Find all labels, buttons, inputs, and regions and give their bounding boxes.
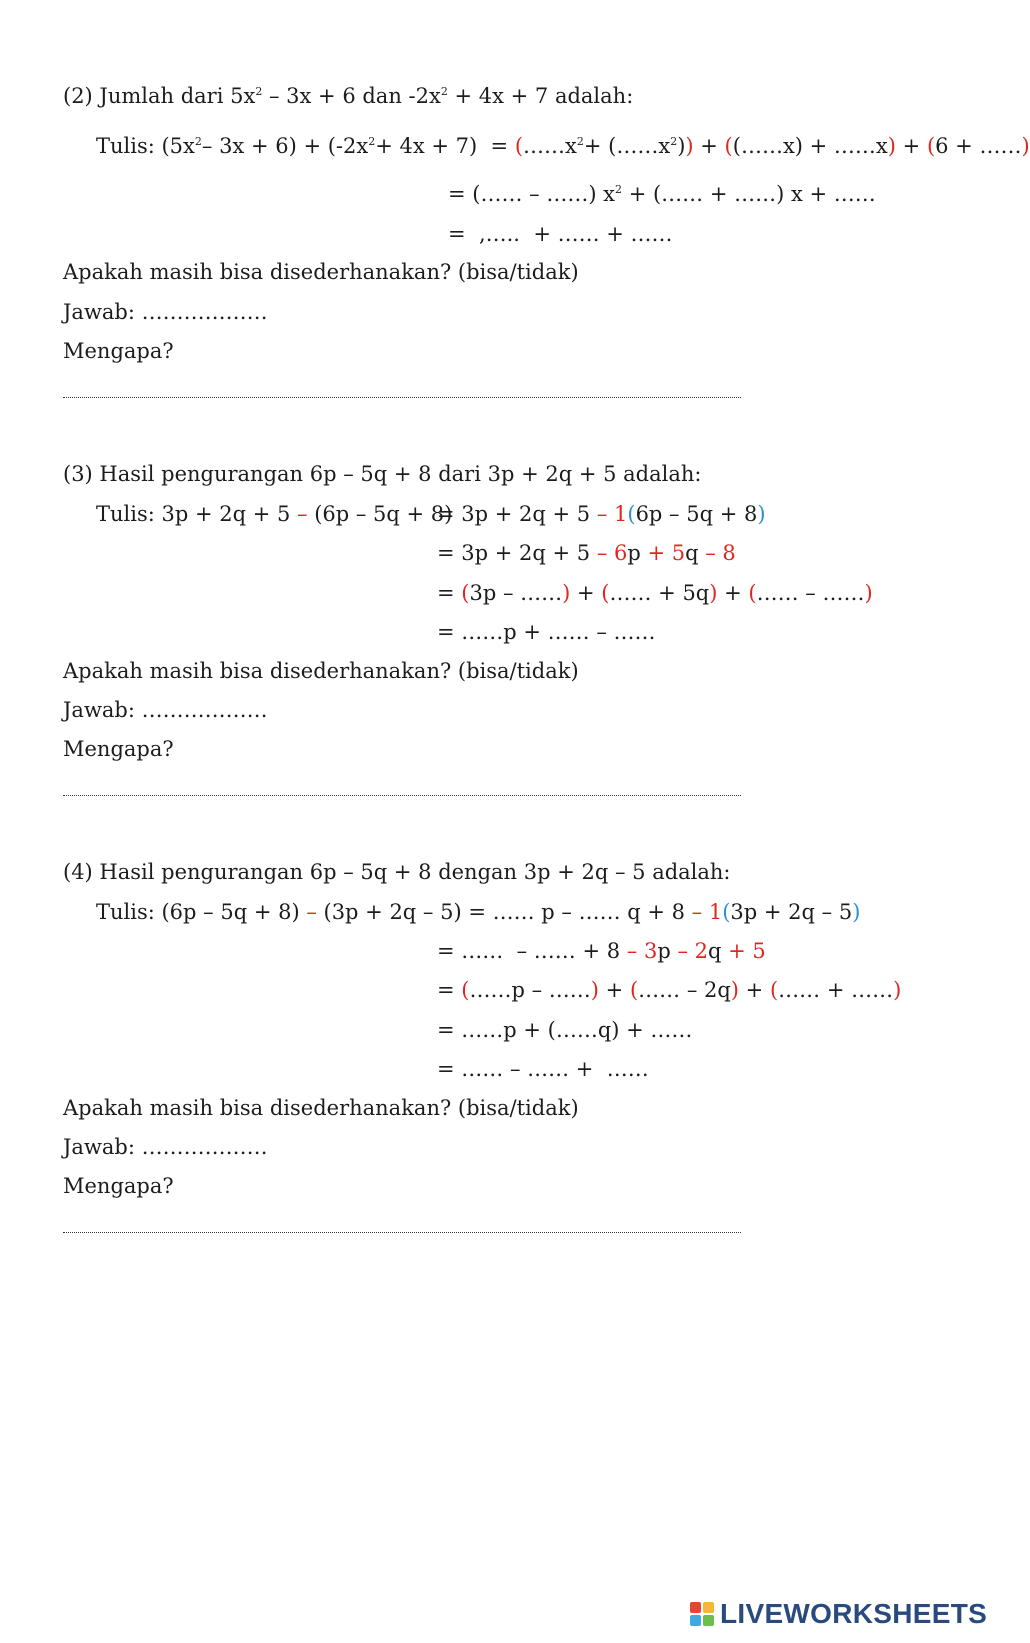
exponent: 2 [368,135,376,148]
q3-why-label: Mengapa? [63,737,174,761]
red-paren: ) [562,581,571,605]
red-term: + 5 [728,939,766,963]
blue-paren: ( [722,900,731,924]
blank-text[interactable]: = …… – …… + 8 [437,939,627,963]
expression-text: + [598,978,630,1002]
expression-text: = [437,581,462,605]
exponent: 2 [615,183,623,196]
q4-step4[interactable]: = ……p + (……q) + …… [437,1018,693,1042]
red-minus: – [306,900,317,924]
expression-text: Tulis: 3p + 2q + 5 [96,502,298,526]
red-term: – 1 [691,900,723,924]
expression-text: p [657,939,678,963]
expression-text: ( [732,134,741,158]
red-paren: ) [709,581,718,605]
q3-question: Apakah masih bisa disederhanakan? (bisa/tidak) [63,659,579,683]
q2-step3[interactable]: = ,….. + …… + …… [448,222,673,246]
logo-square [703,1615,714,1626]
blank-text[interactable]: 6 + …… [935,134,1022,158]
expression-text: = [437,978,462,1002]
red-paren: ) [887,134,896,158]
expression-text: p [627,541,648,565]
exponent: 2 [194,135,202,148]
expression-text: Tulis: (5x [96,134,195,158]
expression-text: + [739,978,770,1002]
q3-reason-field[interactable] [63,795,741,798]
logo-square [690,1615,701,1626]
red-paren: ( [514,134,524,158]
blank-text[interactable]: …… + …… [778,978,894,1002]
expression-text: 6p – 5q + 8 [635,502,758,526]
q2-title-text: + 4x + 7 adalah: [447,84,634,108]
expression-text: – 3x + 6) + (-2x [201,134,369,158]
expression-text: 3p + 2q – 5 [730,900,853,924]
blank-text[interactable]: + (……x [583,134,671,158]
q4-question: Apakah masih bisa disederhanakan? (bisa/tidak) [63,1096,579,1120]
red-term: – 6 [596,541,628,565]
q2-title-text: – 3x + 6 dan -2x [262,84,441,108]
red-paren: ( [629,978,639,1002]
red-paren: ) [1021,134,1030,158]
expression-text: Tulis: (6p – 5q + 8) [96,900,307,924]
blue-paren: ) [757,502,766,526]
q3-title: (3) Hasil pengurangan 6p – 5q + 8 dari 3p + 2q + 5 adalah: [63,462,702,486]
expression-text: = 3p + 2q + 5 [437,541,597,565]
blank-text[interactable]: …… – 2q [638,978,731,1002]
q4-step2 [437,941,766,962]
red-paren: ) [590,978,599,1002]
q4-step3 [437,980,901,1001]
expression-text: + [570,581,602,605]
q2-question: Apakah masih bisa disederhanakan? (bisa/tidak) [63,260,579,284]
q3-step2 [437,543,736,564]
liveworksheets-logo [690,1598,987,1630]
logo-square [703,1602,714,1613]
q3-write-line [96,504,452,525]
exponent: 2 [670,135,678,148]
blank-text[interactable]: = (…… – ……) x [448,182,616,206]
red-paren: ( [461,581,470,605]
q4-write-line [96,902,860,923]
red-paren: ( [769,978,779,1002]
q4-title: (4) Hasil pengurangan 6p – 5q + 8 dengan 3p + 2q – 5 adalah: [63,860,731,884]
red-paren: ( [724,134,733,158]
expression-text: (6p – 5q + 8) [307,502,453,526]
red-paren: ( [926,134,936,158]
blank-text[interactable]: ……x) + ……x [740,134,888,158]
red-term: – 3 [626,939,658,963]
red-term: – 8 [705,541,736,565]
logo-mark-icon [690,1602,714,1626]
expression-text: + [693,134,725,158]
red-paren: ) [893,978,902,1002]
red-paren: ( [601,581,610,605]
red-paren: ) [730,978,739,1002]
blank-text[interactable]: ……x [523,134,577,158]
red-term: – 2 [677,939,708,963]
blank-text[interactable]: …… – …… [756,581,865,605]
blue-paren: ) [852,900,861,924]
q2-title-text: (2) Jumlah dari 5x [63,84,256,108]
q2-write-line [96,136,1030,157]
expression-text: + [717,581,749,605]
exponent: 2 [576,135,584,148]
q2-step2 [448,184,876,205]
q4-reason-field[interactable] [63,1232,741,1235]
red-paren: ( [748,581,757,605]
q2-reason-field[interactable] [63,397,741,400]
expression-text: q [685,541,706,565]
q4-step5[interactable]: = …… – …… + …… [437,1057,649,1081]
blank-text[interactable]: (3p + 2q – 5) = …… p – …… q + 8 [316,900,692,924]
red-paren: ) [864,581,873,605]
expression-text: q [708,939,729,963]
blank-text[interactable]: + (…… + ……) x + …… [622,182,876,206]
red-term: + 5 [647,541,686,565]
q2-why-label: Mengapa? [63,339,174,363]
q3-step4[interactable]: = ……p + …… – …… [437,620,656,644]
q4-answer-field[interactable]: Jawab: ……………… [63,1135,268,1159]
expression-text: ) [677,134,686,158]
expression-text: + [895,134,927,158]
red-minus: – [297,502,308,526]
logo-text: LIVEWORKSHEETS [720,1598,988,1629]
q3-answer-field[interactable]: Jawab: ……………… [63,698,268,722]
red-paren: ) [685,134,694,158]
logo-square [690,1602,701,1613]
q2-title [63,86,633,107]
exponent: 2 [440,85,448,98]
q3-step3 [437,583,873,604]
expression-text: + 4x + 7) = [375,134,515,158]
q2-answer-field[interactable]: Jawab: ……………… [63,300,268,324]
blank-text[interactable]: ……p – …… [469,978,591,1002]
blank-text[interactable]: 3p – …… [469,581,563,605]
blue-paren: ( [627,502,636,526]
red-paren: ( [461,978,470,1002]
blank-text[interactable]: …… + 5q [609,581,710,605]
red-term: – 1 [596,502,628,526]
q3-step1 [437,504,766,525]
exponent: 2 [255,85,263,98]
q4-why-label: Mengapa? [63,1174,174,1198]
expression-text: = 3p + 2q + 5 [437,502,597,526]
